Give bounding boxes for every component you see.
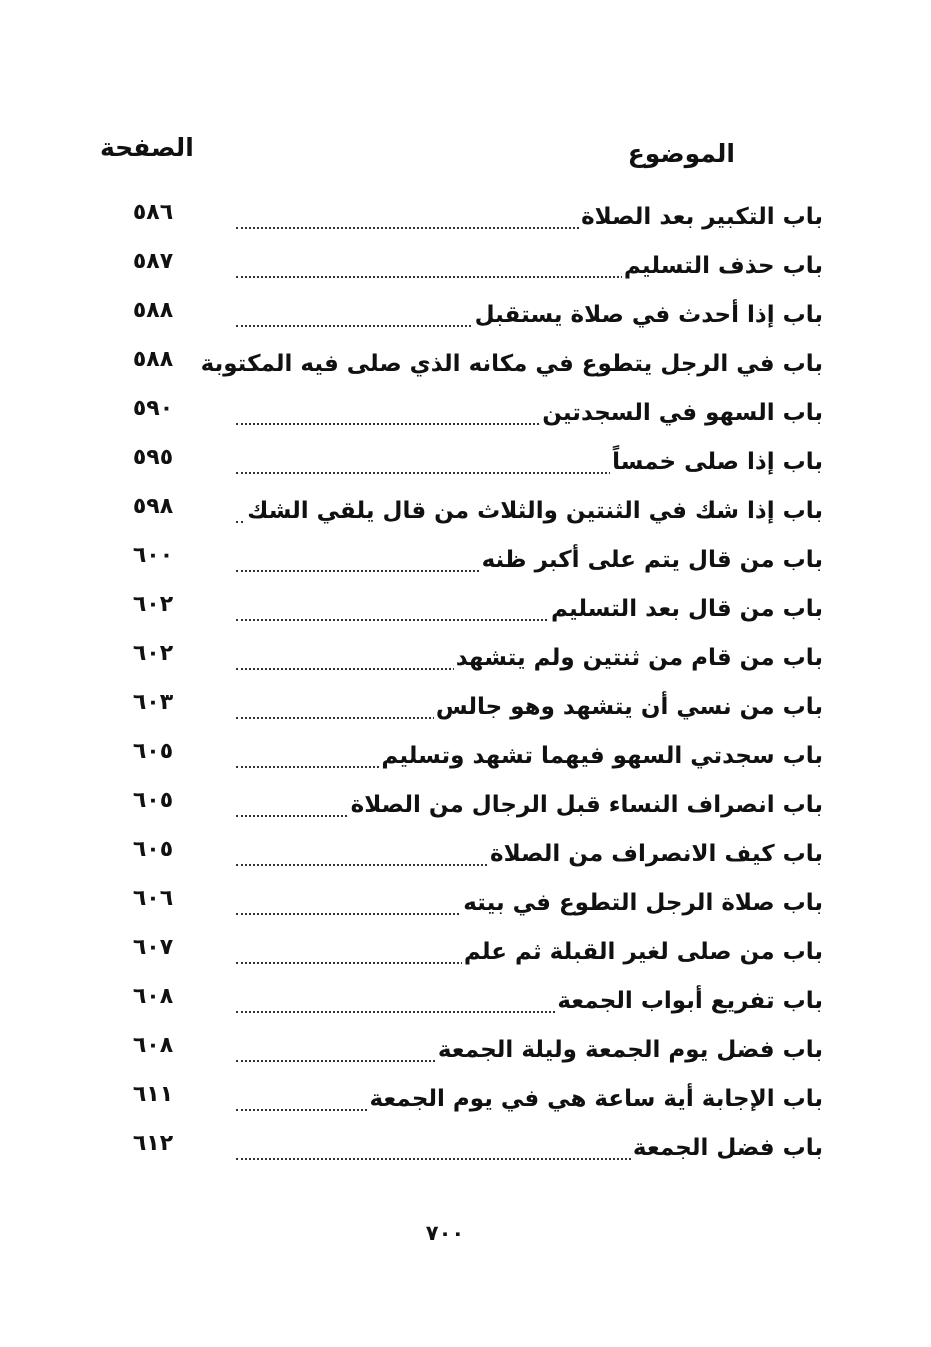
- toc-entry-title: باب سجدتي السهو فيهما تشهد وتسليم: [379, 737, 823, 775]
- toc-entry-title: باب الإجابة أية ساعة هي في يوم الجمعة: [367, 1080, 823, 1118]
- toc-entry: [0, 194, 931, 243]
- column-header-topic: الموضوع: [627, 139, 735, 168]
- toc-entry: [0, 733, 931, 782]
- toc-entry-title: باب التكبير بعد الصلاة: [579, 198, 823, 236]
- toc-entry-title: باب إذا صلى خمساً: [610, 443, 823, 481]
- toc-entry: [0, 586, 931, 635]
- toc-entry: [0, 782, 931, 831]
- toc-entry-title: باب فضل يوم الجمعة وليلة الجمعة: [436, 1031, 823, 1069]
- toc-entry: [0, 1125, 931, 1174]
- toc-entry-page: ٥٨٨: [132, 347, 174, 372]
- toc-entry-page: ٥٩٨: [132, 494, 174, 519]
- toc-entry-title: باب تفريع أبواب الجمعة: [555, 982, 823, 1020]
- toc-entry-page: ٥٨٦: [132, 200, 174, 225]
- toc-entry: [0, 831, 931, 880]
- toc-entry-page: ٦٠٦: [132, 886, 174, 911]
- toc-entry-title: باب في الرجل يتطوع في مكانه الذي صلى فيه المكتوبة: [231, 345, 823, 383]
- toc-entry: [0, 292, 931, 341]
- toc-entry: [0, 978, 931, 1027]
- toc-list: [0, 194, 931, 1174]
- toc-entry-page: ٥٨٨: [132, 298, 174, 323]
- toc-entry-title: باب صلاة الرجل التطوع في بيته: [461, 884, 823, 922]
- toc-entry: [0, 1076, 931, 1125]
- toc-entry-page: ٥٨٧: [132, 249, 174, 274]
- toc-entry-page: ٥٩٥: [132, 445, 174, 470]
- toc-entry-page: ٦٠٥: [132, 739, 174, 764]
- toc-entry-title: باب إذا شك في الثنتين والثلاث من قال يلقي الشك: [245, 492, 823, 530]
- toc-entry-title: باب من صلى لغير القبلة ثم علم: [462, 933, 823, 971]
- toc-entry: [0, 1027, 931, 1076]
- toc-entry-page: ٦١١: [132, 1082, 174, 1107]
- toc-entry-title: باب كيف الانصراف من الصلاة: [488, 835, 823, 873]
- toc-entry-page: ٦٠٨: [132, 984, 174, 1009]
- toc-entry: [0, 929, 931, 978]
- page-number: ٧٠٠: [425, 1221, 465, 1245]
- toc-entry-title: باب إذا أحدث في صلاة يستقبل: [473, 296, 823, 334]
- column-header-page: الصفحة: [100, 133, 194, 162]
- toc-entry-title: باب انصراف النساء قبل الرجال من الصلاة: [349, 786, 823, 824]
- toc-entry-page: ٦٠٧: [132, 935, 174, 960]
- toc-entry-page: ٥٩٠: [132, 396, 174, 421]
- toc-entry-page: ٦٠٥: [132, 788, 174, 813]
- toc-entry-page: ٦٠٣: [132, 690, 174, 715]
- toc-entry: [0, 488, 931, 537]
- toc-entry: [0, 439, 931, 488]
- toc-entry: [0, 341, 931, 390]
- toc-entry: [0, 635, 931, 684]
- toc-entry-title: باب السهو في السجدتين: [540, 394, 823, 432]
- toc-entry: [0, 390, 931, 439]
- toc-entry: [0, 537, 931, 586]
- toc-entry-title: باب من نسي أن يتشهد وهو جالس: [434, 688, 823, 726]
- toc-entry: [0, 243, 931, 292]
- toc-entry-page: ٦٠٥: [132, 837, 174, 862]
- toc-entry-page: ٦٠٢: [132, 592, 174, 617]
- toc-entry: [0, 880, 931, 929]
- toc-entry-title: باب من قال يتم على أكبر ظنه: [480, 541, 823, 579]
- toc-entry-title: باب فضل الجمعة: [631, 1129, 823, 1167]
- toc-entry-title: باب حذف التسليم: [622, 247, 823, 285]
- toc-entry-page: ٦٠٨: [132, 1033, 174, 1058]
- toc-entry: [0, 684, 931, 733]
- toc-entry-title: باب من قال بعد التسليم: [549, 590, 823, 628]
- toc-entry-page: ٦١٢: [132, 1131, 174, 1156]
- toc-entry-title: باب من قام من ثنتين ولم يتشهد: [454, 639, 823, 677]
- toc-entry-page: ٦٠٠: [132, 543, 174, 568]
- toc-entry-page: ٦٠٢: [132, 641, 174, 666]
